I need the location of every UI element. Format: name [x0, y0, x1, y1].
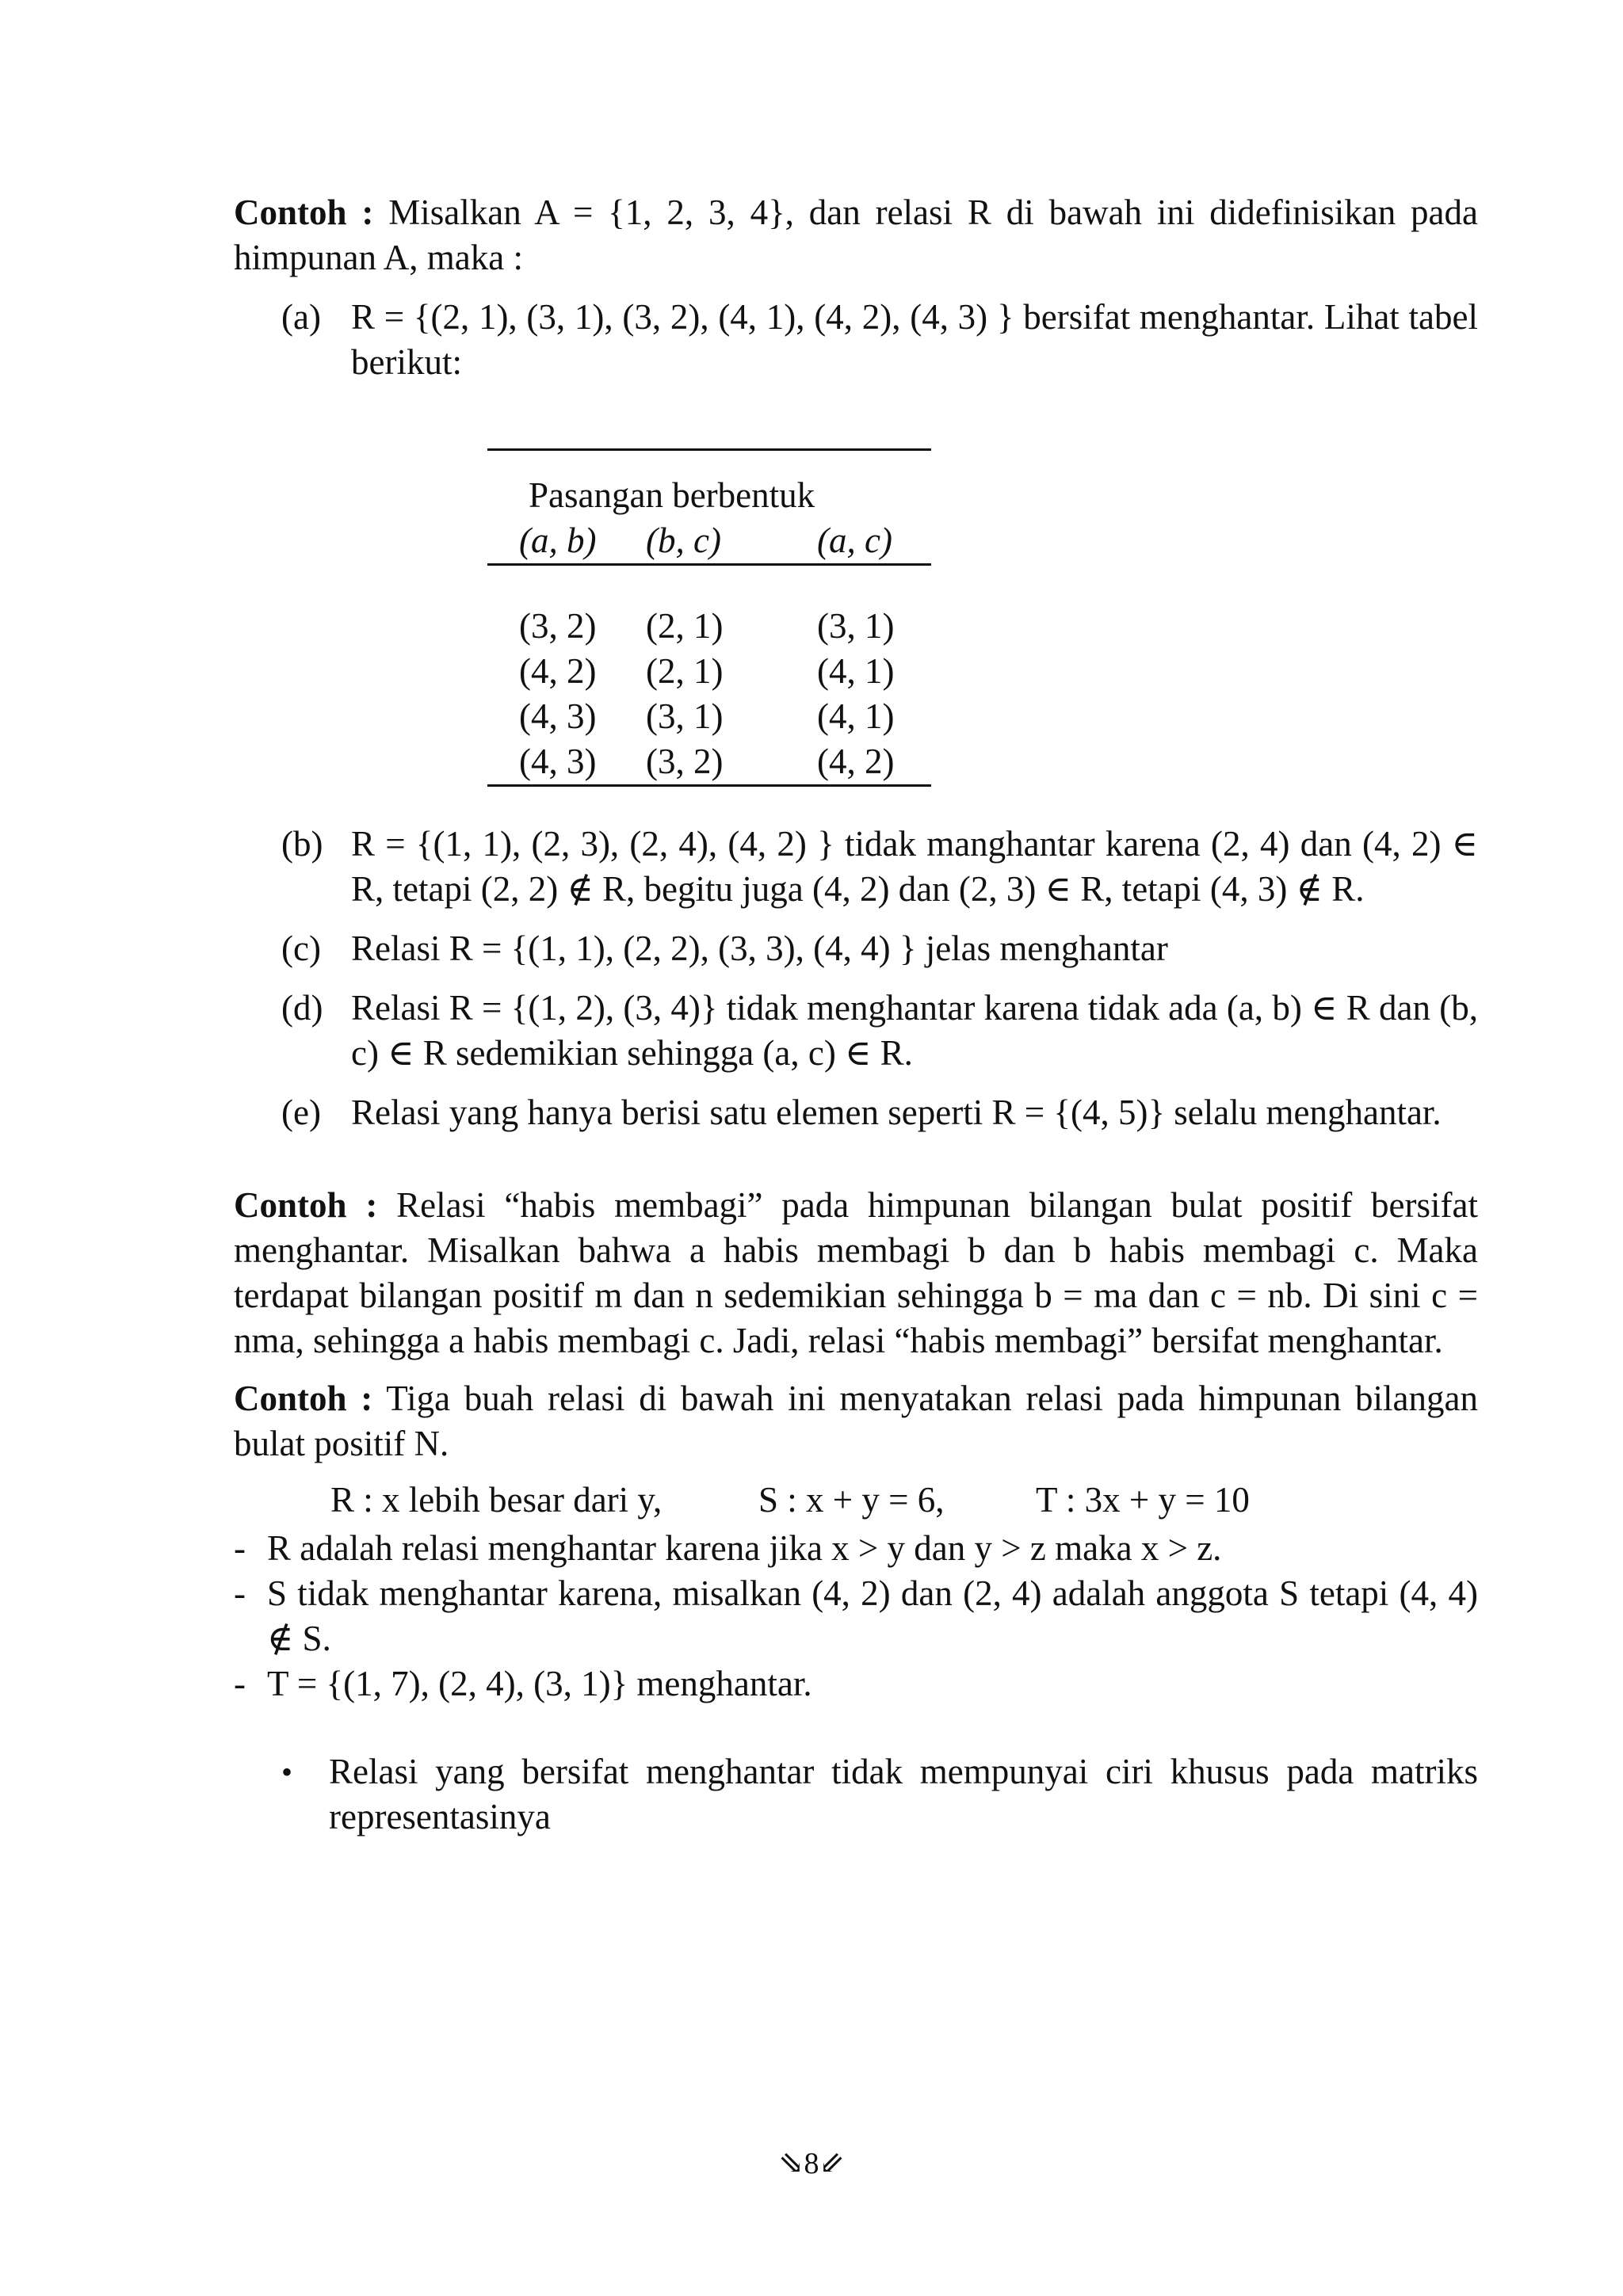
pairs-table [487, 448, 931, 787]
table-title: Pasangan berbentuk [529, 475, 815, 515]
right-ornament-icon: ⇙ [819, 2147, 845, 2180]
table-cell: (3, 2) [646, 742, 724, 781]
example-2 [234, 1183, 1478, 1363]
table-cell: (4, 2) [817, 742, 895, 781]
bullet-text: Relasi yang bersifat menghantar tidak mempunyai ciri khusus pada matriks representasinya [329, 1752, 1478, 1836]
table-cell: (4, 2) [519, 651, 597, 691]
relation-s: S : x + y = 6, [758, 1480, 945, 1520]
list-item [234, 1571, 1478, 1661]
example-label: Contoh : [234, 193, 374, 232]
item-b-label: (b) [281, 824, 323, 864]
dash-marker: - [234, 1573, 246, 1613]
dash-marker: - [234, 1528, 246, 1568]
example-label: Contoh : [234, 1379, 373, 1418]
table-cell: (4, 1) [817, 651, 895, 691]
item-d-text: Relasi R = {(1, 2), (3, 4)} tidak menghantar karena tidak ada (a, b) ∈ R dan (b, c) ∈ R sedemikian sehingga (a, c) ∈ R. [351, 988, 1478, 1073]
header-bc: (b, c) [646, 521, 721, 560]
table-cell: (4, 3) [519, 742, 597, 781]
table-row [487, 739, 931, 784]
table-cell: (2, 1) [646, 651, 724, 691]
table-bottom-rule [487, 784, 931, 787]
relation-t: T : 3x + y = 10 [1036, 1480, 1250, 1520]
header-ab: (a, b) [519, 521, 597, 560]
table-cell: (4, 3) [519, 696, 597, 736]
table-cell: (4, 1) [817, 696, 895, 736]
table-row [487, 604, 931, 649]
item-a-label: (a) [281, 297, 321, 337]
list-item [234, 1526, 1478, 1571]
bullet-icon: • [281, 1754, 293, 1790]
example-label: Contoh : [234, 1185, 378, 1225]
item-e [234, 1090, 1478, 1135]
table-row [487, 649, 931, 694]
item-c [234, 926, 1478, 971]
list-item-text: T = {(1, 7), (2, 4), (3, 1)} menghantar. [267, 1664, 812, 1703]
table-row [487, 694, 931, 739]
header-ac: (a, c) [817, 521, 892, 560]
table-top-rule [487, 448, 931, 451]
item-e-label: (e) [281, 1093, 321, 1132]
list-item-text: S tidak menghantar karena, misalkan (4, 2) dan (2, 4) adalah anggota S tetapi (4, 4) ∉ S. [267, 1573, 1478, 1658]
table-cell: (3, 2) [519, 606, 597, 646]
list-item [234, 1661, 1478, 1707]
item-c-label: (c) [281, 929, 321, 968]
relations-line [330, 1478, 1478, 1523]
example-2-text: Relasi “habis membagi” pada himpunan bilangan bulat positif bersifat menghantar. Misalkan bahwa a habis membagi b dan b habis membagi c. Maka terdapat bilangan positif m dan n sedemikian sehingga b = ma dan c = nb. Di sini c = nma, sehingga a habis membagi c. Jadi, relasi “habis membagi” bersifat menghantar. [234, 1185, 1478, 1360]
item-c-text: Relasi R = {(1, 1), (2, 2), (3, 3), (4, 4) } jelas menghantar [351, 929, 1168, 968]
table-cell: (3, 1) [646, 696, 724, 736]
table-cell: (2, 1) [646, 606, 724, 646]
left-ornament-icon: ⇘ [778, 2147, 804, 2180]
bullet-note [234, 1749, 1478, 1840]
item-a [234, 295, 1478, 385]
example-1-text: Misalkan A = {1, 2, 3, 4}, dan relasi R di bawah ini didefinisikan pada himpunan A, maka : [234, 193, 1479, 277]
list-item-text: R adalah relasi menghantar karena jika x > y dan y > z maka x > z. [267, 1528, 1222, 1568]
item-b [234, 822, 1478, 912]
example-1-intro [234, 190, 1478, 280]
item-d-label: (d) [281, 988, 323, 1028]
item-a-text: R = {(2, 1), (3, 1), (3, 2), (4, 1), (4, 2), (4, 3) } bersifat menghantar. Lihat tabel berikut: [351, 297, 1478, 382]
table-cell: (3, 1) [817, 606, 895, 646]
page-number-text: 8 [804, 2147, 819, 2180]
table-header-row [487, 518, 931, 563]
item-b-text: R = {(1, 1), (2, 3), (2, 4), (4, 2) } tidak manghantar karena (2, 4) dan (4, 2) ∈ R, tetapi (2, 2) ∉ R, begitu juga (4, 2) dan (2, 3) ∈ R, tetapi (4, 3) ∉ R. [351, 824, 1478, 909]
item-e-text: Relasi yang hanya berisi satu elemen seperti R = {(4, 5)} selalu menghantar. [351, 1093, 1442, 1132]
page-content [234, 190, 1478, 1840]
example-3-intro [234, 1376, 1478, 1466]
dash-marker: - [234, 1664, 246, 1703]
relation-r: R : x lebih besar dari y, [330, 1480, 663, 1520]
example-3-text: Tiga buah relasi di bawah ini menyatakan relasi pada himpunan bilangan bulat positif N. [234, 1379, 1478, 1463]
item-d [234, 986, 1478, 1076]
page-number [0, 2145, 1623, 2181]
